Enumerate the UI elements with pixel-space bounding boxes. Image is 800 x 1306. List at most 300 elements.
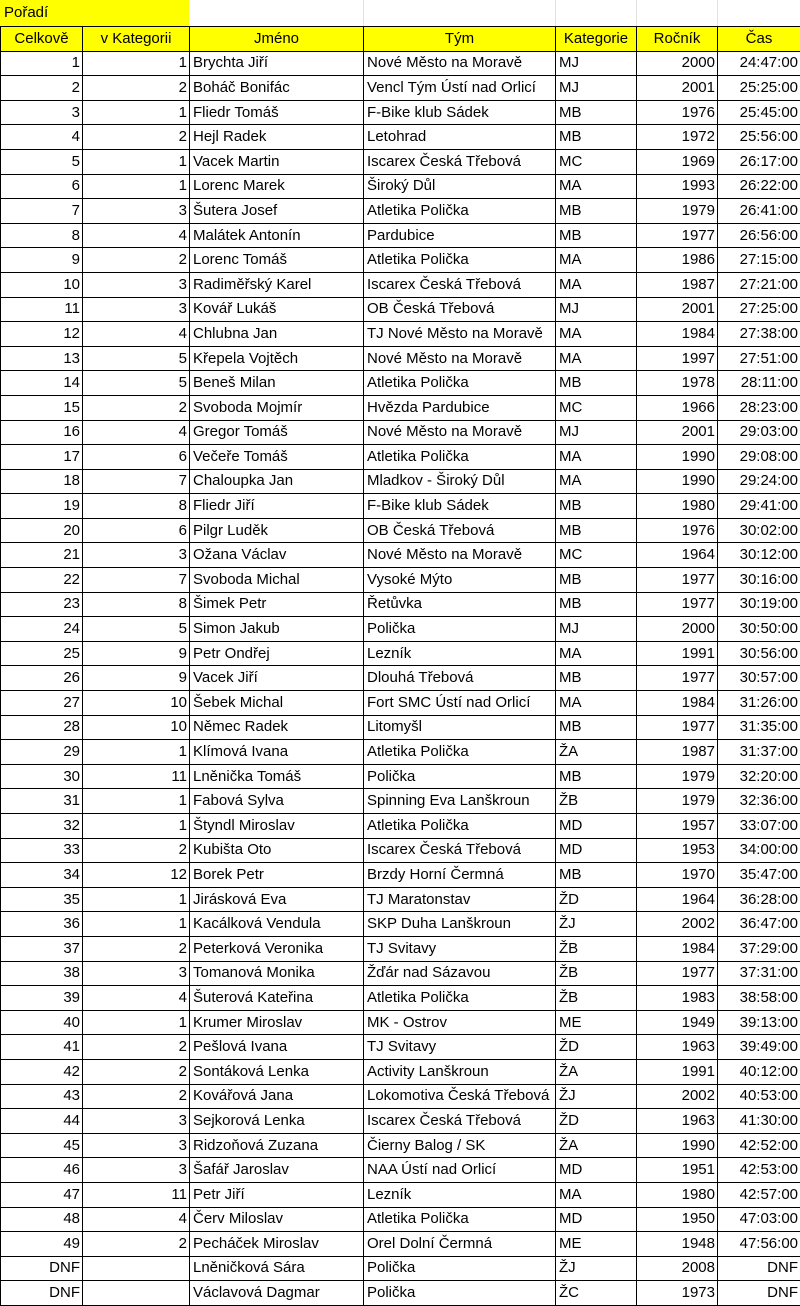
- cell-time[interactable]: 39:13:00: [718, 1010, 800, 1035]
- cell-overall[interactable]: 40: [1, 1010, 83, 1035]
- cell-overall[interactable]: DNF: [1, 1256, 83, 1281]
- cell-team[interactable]: Hvězda Pardubice: [364, 395, 556, 420]
- cell-overall[interactable]: 14: [1, 371, 83, 396]
- cell-in-category[interactable]: 6: [83, 518, 190, 543]
- cell-name[interactable]: Sontáková Lenka: [190, 1059, 364, 1084]
- cell-name[interactable]: Fliedr Jiří: [190, 494, 364, 519]
- cell-category[interactable]: MD: [556, 1207, 637, 1232]
- cell-category[interactable]: ŽJ: [556, 1084, 637, 1109]
- cell-in-category[interactable]: 5: [83, 371, 190, 396]
- cell-team[interactable]: Řetůvka: [364, 592, 556, 617]
- cell-overall[interactable]: 24: [1, 617, 83, 642]
- cell-in-category[interactable]: 2: [83, 125, 190, 150]
- cell-name[interactable]: Chlubna Jan: [190, 322, 364, 347]
- cell-category[interactable]: MA: [556, 248, 637, 273]
- cell-team[interactable]: Polička: [364, 1256, 556, 1281]
- cell-in-category[interactable]: 2: [83, 76, 190, 101]
- cell-overall[interactable]: 3: [1, 100, 83, 125]
- cell-team[interactable]: Široký Důl: [364, 174, 556, 199]
- sheet-title[interactable]: Pořadí: [0, 0, 189, 26]
- cell-birth-year[interactable]: 1977: [637, 961, 718, 986]
- cell-team[interactable]: Atletika Polička: [364, 248, 556, 273]
- cell-birth-year[interactable]: 1990: [637, 445, 718, 470]
- cell-overall[interactable]: 33: [1, 838, 83, 863]
- cell-overall[interactable]: 11: [1, 297, 83, 322]
- cell-time[interactable]: 36:47:00: [718, 912, 800, 937]
- cell-birth-year[interactable]: 1979: [637, 764, 718, 789]
- cell-time[interactable]: 30:50:00: [718, 617, 800, 642]
- cell-time[interactable]: 38:58:00: [718, 986, 800, 1011]
- cell-in-category[interactable]: 2: [83, 1035, 190, 1060]
- cell-birth-year[interactable]: 1950: [637, 1207, 718, 1232]
- cell-category[interactable]: ŽB: [556, 961, 637, 986]
- cell-time[interactable]: 30:16:00: [718, 568, 800, 593]
- cell-category[interactable]: ŽD: [556, 1035, 637, 1060]
- cell-category[interactable]: MD: [556, 838, 637, 863]
- cell-overall[interactable]: 35: [1, 887, 83, 912]
- cell-overall[interactable]: 43: [1, 1084, 83, 1109]
- cell-name[interactable]: Lorenc Tomáš: [190, 248, 364, 273]
- cell-name[interactable]: Lněnička Tomáš: [190, 764, 364, 789]
- cell-team[interactable]: Nové Město na Moravě: [364, 346, 556, 371]
- cell-in-category[interactable]: 1: [83, 51, 190, 76]
- cell-overall[interactable]: 26: [1, 666, 83, 691]
- cell-team[interactable]: Polička: [364, 617, 556, 642]
- cell-time[interactable]: 24:47:00: [718, 51, 800, 76]
- cell-time[interactable]: 32:36:00: [718, 789, 800, 814]
- cell-category[interactable]: MB: [556, 666, 637, 691]
- cell-birth-year[interactable]: 1977: [637, 568, 718, 593]
- cell-overall[interactable]: 29: [1, 740, 83, 765]
- cell-name[interactable]: Lněničková Sára: [190, 1256, 364, 1281]
- cell-overall[interactable]: 21: [1, 543, 83, 568]
- cell-birth-year[interactable]: 2000: [637, 617, 718, 642]
- cell-category[interactable]: ME: [556, 1010, 637, 1035]
- cell-birth-year[interactable]: 1976: [637, 518, 718, 543]
- cell-team[interactable]: Litomyšl: [364, 715, 556, 740]
- cell-name[interactable]: Pecháček Miroslav: [190, 1232, 364, 1257]
- cell-birth-year[interactable]: 2008: [637, 1256, 718, 1281]
- cell-team[interactable]: Atletika Polička: [364, 986, 556, 1011]
- cell-category[interactable]: ŽB: [556, 789, 637, 814]
- cell-category[interactable]: ME: [556, 1232, 637, 1257]
- cell-in-category[interactable]: 3: [83, 1109, 190, 1134]
- cell-name[interactable]: Jirásková Eva: [190, 887, 364, 912]
- cell-birth-year[interactable]: 1972: [637, 125, 718, 150]
- cell-in-category[interactable]: 8: [83, 592, 190, 617]
- cell-birth-year[interactable]: 1997: [637, 346, 718, 371]
- cell-category[interactable]: MB: [556, 125, 637, 150]
- cell-in-category[interactable]: 9: [83, 666, 190, 691]
- cell-time[interactable]: 37:29:00: [718, 936, 800, 961]
- cell-team[interactable]: TJ Maratonstav: [364, 887, 556, 912]
- cell-category[interactable]: MB: [556, 100, 637, 125]
- cell-in-category[interactable]: 4: [83, 1207, 190, 1232]
- cell-name[interactable]: Šuterová Kateřina: [190, 986, 364, 1011]
- cell-time[interactable]: 40:53:00: [718, 1084, 800, 1109]
- cell-in-category[interactable]: [83, 1256, 190, 1281]
- cell-in-category[interactable]: 1: [83, 149, 190, 174]
- cell-in-category[interactable]: 10: [83, 715, 190, 740]
- cell-birth-year[interactable]: 1980: [637, 494, 718, 519]
- cell-birth-year[interactable]: 1966: [637, 395, 718, 420]
- cell-category[interactable]: ŽB: [556, 936, 637, 961]
- cell-birth-year[interactable]: 1964: [637, 543, 718, 568]
- cell-birth-year[interactable]: 1951: [637, 1158, 718, 1183]
- cell-category[interactable]: ŽD: [556, 887, 637, 912]
- cell-in-category[interactable]: [83, 1281, 190, 1306]
- cell-category[interactable]: MD: [556, 1158, 637, 1183]
- cell-in-category[interactable]: 1: [83, 814, 190, 839]
- cell-category[interactable]: MJ: [556, 51, 637, 76]
- cell-time[interactable]: 27:21:00: [718, 272, 800, 297]
- cell-team[interactable]: Iscarex Česká Třebová: [364, 272, 556, 297]
- cell-overall[interactable]: 23: [1, 592, 83, 617]
- cell-time[interactable]: 27:51:00: [718, 346, 800, 371]
- cell-category[interactable]: ŽA: [556, 1059, 637, 1084]
- cell-name[interactable]: Lorenc Marek: [190, 174, 364, 199]
- cell-birth-year[interactable]: 1969: [637, 149, 718, 174]
- cell-birth-year[interactable]: 2000: [637, 51, 718, 76]
- cell-overall[interactable]: 49: [1, 1232, 83, 1257]
- cell-time[interactable]: 31:35:00: [718, 715, 800, 740]
- cell-birth-year[interactable]: 1984: [637, 936, 718, 961]
- cell-category[interactable]: ŽB: [556, 986, 637, 1011]
- cell-birth-year[interactable]: 1979: [637, 199, 718, 224]
- cell-birth-year[interactable]: 2002: [637, 912, 718, 937]
- header-category[interactable]: Kategorie: [556, 27, 637, 52]
- cell-birth-year[interactable]: 1963: [637, 1035, 718, 1060]
- cell-birth-year[interactable]: 1977: [637, 666, 718, 691]
- cell-name[interactable]: Petr Ondřej: [190, 641, 364, 666]
- cell-overall[interactable]: 12: [1, 322, 83, 347]
- cell-overall[interactable]: 5: [1, 149, 83, 174]
- cell-birth-year[interactable]: 1949: [637, 1010, 718, 1035]
- cell-name[interactable]: Šimek Petr: [190, 592, 364, 617]
- cell-in-category[interactable]: 3: [83, 1158, 190, 1183]
- cell-overall[interactable]: 30: [1, 764, 83, 789]
- header-birth-year[interactable]: Ročník: [637, 27, 718, 52]
- cell-name[interactable]: Simon Jakub: [190, 617, 364, 642]
- cell-time[interactable]: 37:31:00: [718, 961, 800, 986]
- cell-category[interactable]: MA: [556, 641, 637, 666]
- cell-team[interactable]: Mladkov - Široký Důl: [364, 469, 556, 494]
- cell-in-category[interactable]: 12: [83, 863, 190, 888]
- cell-overall[interactable]: 7: [1, 199, 83, 224]
- cell-birth-year[interactable]: 2001: [637, 420, 718, 445]
- cell-category[interactable]: MC: [556, 149, 637, 174]
- cell-team[interactable]: Polička: [364, 764, 556, 789]
- cell-time[interactable]: 30:19:00: [718, 592, 800, 617]
- cell-time[interactable]: 29:24:00: [718, 469, 800, 494]
- header-name[interactable]: Jméno: [190, 27, 364, 52]
- cell-in-category[interactable]: 3: [83, 272, 190, 297]
- cell-time[interactable]: 27:15:00: [718, 248, 800, 273]
- cell-time[interactable]: 26:56:00: [718, 223, 800, 248]
- cell-in-category[interactable]: 7: [83, 469, 190, 494]
- cell-in-category[interactable]: 2: [83, 936, 190, 961]
- cell-time[interactable]: 32:20:00: [718, 764, 800, 789]
- cell-team[interactable]: Spinning Eva Lanškroun: [364, 789, 556, 814]
- cell-time[interactable]: 29:41:00: [718, 494, 800, 519]
- cell-name[interactable]: Fliedr Tomáš: [190, 100, 364, 125]
- cell-team[interactable]: Atletika Polička: [364, 814, 556, 839]
- cell-team[interactable]: Dlouhá Třebová: [364, 666, 556, 691]
- cell-team[interactable]: Pardubice: [364, 223, 556, 248]
- cell-in-category[interactable]: 4: [83, 223, 190, 248]
- cell-birth-year[interactable]: 1987: [637, 740, 718, 765]
- cell-team[interactable]: Nové Město na Moravě: [364, 51, 556, 76]
- cell-name[interactable]: Radiměřský Karel: [190, 272, 364, 297]
- cell-time[interactable]: 30:12:00: [718, 543, 800, 568]
- cell-team[interactable]: Atletika Polička: [364, 199, 556, 224]
- cell-in-category[interactable]: 6: [83, 445, 190, 470]
- cell-time[interactable]: 33:07:00: [718, 814, 800, 839]
- cell-name[interactable]: Malátek Antonín: [190, 223, 364, 248]
- cell-overall[interactable]: 42: [1, 1059, 83, 1084]
- cell-team[interactable]: MK - Ostrov: [364, 1010, 556, 1035]
- cell-in-category[interactable]: 3: [83, 961, 190, 986]
- cell-in-category[interactable]: 1: [83, 1010, 190, 1035]
- cell-in-category[interactable]: 2: [83, 1059, 190, 1084]
- cell-birth-year[interactable]: 1987: [637, 272, 718, 297]
- cell-team[interactable]: Vysoké Mýto: [364, 568, 556, 593]
- cell-time[interactable]: 36:28:00: [718, 887, 800, 912]
- cell-time[interactable]: 28:11:00: [718, 371, 800, 396]
- cell-team[interactable]: Brzdy Horní Čermná: [364, 863, 556, 888]
- cell-overall[interactable]: 19: [1, 494, 83, 519]
- cell-overall[interactable]: 9: [1, 248, 83, 273]
- cell-overall[interactable]: DNF: [1, 1281, 83, 1306]
- cell-time[interactable]: 25:45:00: [718, 100, 800, 125]
- cell-category[interactable]: MA: [556, 469, 637, 494]
- cell-overall[interactable]: 38: [1, 961, 83, 986]
- cell-overall[interactable]: 13: [1, 346, 83, 371]
- header-time[interactable]: Čas: [718, 27, 800, 52]
- cell-birth-year[interactable]: 1990: [637, 469, 718, 494]
- cell-birth-year[interactable]: 1991: [637, 1059, 718, 1084]
- cell-time[interactable]: 47:03:00: [718, 1207, 800, 1232]
- cell-team[interactable]: Lezník: [364, 641, 556, 666]
- cell-name[interactable]: Pilgr Luděk: [190, 518, 364, 543]
- cell-category[interactable]: ŽJ: [556, 912, 637, 937]
- cell-team[interactable]: Vencl Tým Ústí nad Orlicí: [364, 76, 556, 101]
- cell-team[interactable]: Polička: [364, 1281, 556, 1306]
- cell-team[interactable]: Letohrad: [364, 125, 556, 150]
- cell-category[interactable]: MD: [556, 814, 637, 839]
- cell-category[interactable]: MJ: [556, 617, 637, 642]
- cell-category[interactable]: MB: [556, 568, 637, 593]
- cell-birth-year[interactable]: 1979: [637, 789, 718, 814]
- cell-in-category[interactable]: 1: [83, 174, 190, 199]
- cell-name[interactable]: Kovářová Jana: [190, 1084, 364, 1109]
- cell-name[interactable]: Vacek Martin: [190, 149, 364, 174]
- cell-category[interactable]: MB: [556, 518, 637, 543]
- cell-birth-year[interactable]: 1977: [637, 223, 718, 248]
- cell-name[interactable]: Petr Jiří: [190, 1182, 364, 1207]
- cell-category[interactable]: MB: [556, 371, 637, 396]
- cell-time[interactable]: 34:00:00: [718, 838, 800, 863]
- cell-overall[interactable]: 27: [1, 691, 83, 716]
- cell-category[interactable]: MJ: [556, 76, 637, 101]
- cell-name[interactable]: Šutera Josef: [190, 199, 364, 224]
- cell-name[interactable]: Hejl Radek: [190, 125, 364, 150]
- cell-in-category[interactable]: 8: [83, 494, 190, 519]
- cell-overall[interactable]: 18: [1, 469, 83, 494]
- cell-in-category[interactable]: 2: [83, 395, 190, 420]
- cell-overall[interactable]: 45: [1, 1133, 83, 1158]
- cell-overall[interactable]: 10: [1, 272, 83, 297]
- cell-name[interactable]: Vacek Jiří: [190, 666, 364, 691]
- cell-birth-year[interactable]: 1983: [637, 986, 718, 1011]
- cell-team[interactable]: OB Česká Třebová: [364, 297, 556, 322]
- cell-team[interactable]: Nové Město na Moravě: [364, 543, 556, 568]
- cell-name[interactable]: Červ Miloslav: [190, 1207, 364, 1232]
- cell-in-category[interactable]: 11: [83, 764, 190, 789]
- cell-category[interactable]: MA: [556, 1182, 637, 1207]
- cell-category[interactable]: MB: [556, 199, 637, 224]
- cell-time[interactable]: 28:23:00: [718, 395, 800, 420]
- cell-in-category[interactable]: 9: [83, 641, 190, 666]
- cell-birth-year[interactable]: 1990: [637, 1133, 718, 1158]
- cell-overall[interactable]: 1: [1, 51, 83, 76]
- cell-team[interactable]: F-Bike klub Sádek: [364, 100, 556, 125]
- cell-category[interactable]: MA: [556, 322, 637, 347]
- cell-team[interactable]: Atletika Polička: [364, 371, 556, 396]
- cell-in-category[interactable]: 5: [83, 617, 190, 642]
- cell-birth-year[interactable]: 1953: [637, 838, 718, 863]
- cell-time[interactable]: 39:49:00: [718, 1035, 800, 1060]
- cell-category[interactable]: ŽD: [556, 1109, 637, 1134]
- cell-in-category[interactable]: 4: [83, 420, 190, 445]
- cell-team[interactable]: Atletika Polička: [364, 740, 556, 765]
- cell-overall[interactable]: 37: [1, 936, 83, 961]
- cell-team[interactable]: TJ Svitavy: [364, 936, 556, 961]
- cell-birth-year[interactable]: 1984: [637, 691, 718, 716]
- cell-birth-year[interactable]: 1973: [637, 1281, 718, 1306]
- cell-category[interactable]: MB: [556, 223, 637, 248]
- cell-team[interactable]: Orel Dolní Čermná: [364, 1232, 556, 1257]
- cell-time[interactable]: 30:57:00: [718, 666, 800, 691]
- cell-overall[interactable]: 34: [1, 863, 83, 888]
- cell-category[interactable]: ŽA: [556, 740, 637, 765]
- cell-category[interactable]: MB: [556, 764, 637, 789]
- cell-time[interactable]: 41:30:00: [718, 1109, 800, 1134]
- cell-name[interactable]: Křepela Vojtěch: [190, 346, 364, 371]
- cell-name[interactable]: Štyndl Miroslav: [190, 814, 364, 839]
- cell-team[interactable]: Iscarex Česká Třebová: [364, 1109, 556, 1134]
- cell-in-category[interactable]: 3: [83, 199, 190, 224]
- cell-time[interactable]: 42:52:00: [718, 1133, 800, 1158]
- cell-overall[interactable]: 4: [1, 125, 83, 150]
- cell-birth-year[interactable]: 2001: [637, 76, 718, 101]
- cell-team[interactable]: Lezník: [364, 1182, 556, 1207]
- cell-birth-year[interactable]: 2002: [637, 1084, 718, 1109]
- header-in-category[interactable]: v Kategorii: [83, 27, 190, 52]
- cell-birth-year[interactable]: 1984: [637, 322, 718, 347]
- cell-overall[interactable]: 48: [1, 1207, 83, 1232]
- cell-time[interactable]: 30:56:00: [718, 641, 800, 666]
- cell-birth-year[interactable]: 1976: [637, 100, 718, 125]
- cell-category[interactable]: MA: [556, 445, 637, 470]
- cell-overall[interactable]: 28: [1, 715, 83, 740]
- cell-team[interactable]: NAA Ústí nad Orlicí: [364, 1158, 556, 1183]
- cell-overall[interactable]: 16: [1, 420, 83, 445]
- cell-in-category[interactable]: 2: [83, 1084, 190, 1109]
- cell-overall[interactable]: 2: [1, 76, 83, 101]
- cell-name[interactable]: Chaloupka Jan: [190, 469, 364, 494]
- cell-in-category[interactable]: 11: [83, 1182, 190, 1207]
- cell-birth-year[interactable]: 1980: [637, 1182, 718, 1207]
- cell-overall[interactable]: 6: [1, 174, 83, 199]
- cell-time[interactable]: 26:22:00: [718, 174, 800, 199]
- cell-time[interactable]: DNF: [718, 1281, 800, 1306]
- cell-team[interactable]: Žďár nad Sázavou: [364, 961, 556, 986]
- cell-name[interactable]: Krumer Miroslav: [190, 1010, 364, 1035]
- cell-category[interactable]: MC: [556, 543, 637, 568]
- cell-time[interactable]: 31:37:00: [718, 740, 800, 765]
- cell-birth-year[interactable]: 2001: [637, 297, 718, 322]
- cell-name[interactable]: Ožana Václav: [190, 543, 364, 568]
- cell-name[interactable]: Gregor Tomáš: [190, 420, 364, 445]
- cell-category[interactable]: MB: [556, 863, 637, 888]
- cell-team[interactable]: TJ Nové Město na Moravě: [364, 322, 556, 347]
- header-team[interactable]: Tým: [364, 27, 556, 52]
- cell-time[interactable]: 25:25:00: [718, 76, 800, 101]
- cell-time[interactable]: 30:02:00: [718, 518, 800, 543]
- cell-category[interactable]: MA: [556, 272, 637, 297]
- cell-category[interactable]: MB: [556, 592, 637, 617]
- cell-in-category[interactable]: 2: [83, 838, 190, 863]
- cell-in-category[interactable]: 4: [83, 322, 190, 347]
- cell-team[interactable]: Activity Lanškroun: [364, 1059, 556, 1084]
- cell-time[interactable]: 27:38:00: [718, 322, 800, 347]
- cell-category[interactable]: MB: [556, 715, 637, 740]
- cell-time[interactable]: 40:12:00: [718, 1059, 800, 1084]
- cell-in-category[interactable]: 2: [83, 1232, 190, 1257]
- cell-name[interactable]: Václavová Dagmar: [190, 1281, 364, 1306]
- cell-birth-year[interactable]: 1977: [637, 592, 718, 617]
- cell-overall[interactable]: 44: [1, 1109, 83, 1134]
- cell-time[interactable]: 31:26:00: [718, 691, 800, 716]
- cell-name[interactable]: Brychta Jiří: [190, 51, 364, 76]
- cell-time[interactable]: 42:57:00: [718, 1182, 800, 1207]
- cell-name[interactable]: Šafář Jaroslav: [190, 1158, 364, 1183]
- cell-overall[interactable]: 8: [1, 223, 83, 248]
- cell-name[interactable]: Boháč Bonifác: [190, 76, 364, 101]
- cell-team[interactable]: Atletika Polička: [364, 445, 556, 470]
- cell-time[interactable]: 29:08:00: [718, 445, 800, 470]
- cell-time[interactable]: 26:41:00: [718, 199, 800, 224]
- cell-name[interactable]: Němec Radek: [190, 715, 364, 740]
- cell-team[interactable]: Iscarex Česká Třebová: [364, 838, 556, 863]
- cell-overall[interactable]: 47: [1, 1182, 83, 1207]
- cell-category[interactable]: MJ: [556, 297, 637, 322]
- cell-name[interactable]: Sejkorová Lenka: [190, 1109, 364, 1134]
- cell-time[interactable]: 27:25:00: [718, 297, 800, 322]
- cell-name[interactable]: Šebek Michal: [190, 691, 364, 716]
- cell-time[interactable]: 26:17:00: [718, 149, 800, 174]
- cell-birth-year[interactable]: 1977: [637, 715, 718, 740]
- cell-in-category[interactable]: 1: [83, 887, 190, 912]
- cell-in-category[interactable]: 3: [83, 543, 190, 568]
- cell-team[interactable]: Iscarex Česká Třebová: [364, 149, 556, 174]
- cell-time[interactable]: 35:47:00: [718, 863, 800, 888]
- cell-time[interactable]: DNF: [718, 1256, 800, 1281]
- cell-overall[interactable]: 41: [1, 1035, 83, 1060]
- cell-category[interactable]: ŽJ: [556, 1256, 637, 1281]
- cell-name[interactable]: Peterková Veronika: [190, 936, 364, 961]
